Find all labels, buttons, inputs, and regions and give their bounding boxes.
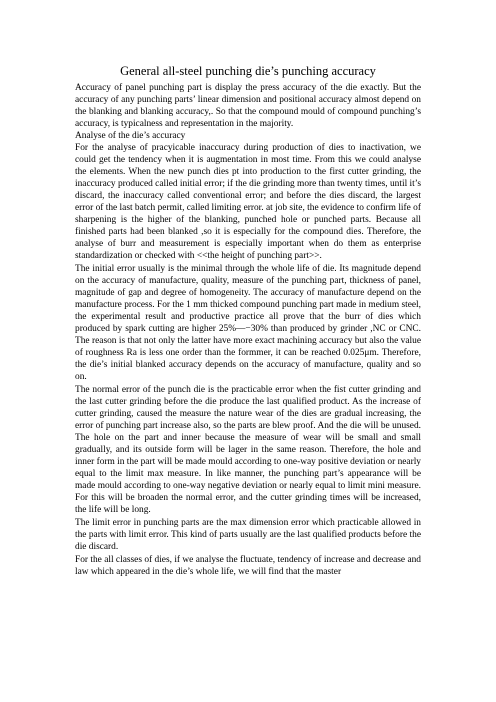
paragraph-normal-error: The normal error of the punch die is the practicable error when the fist cutter grinding and the last cutter grinding before the die produce the last qualified product. As the increase of cutter grinding, caused the measure the nature wear of the dies are gradual increasing, the error of punching part increase also, so the parts are blew proof. And the die will be unused. The hole on the part and inner because the measure of wear will be small and small gradually, and its outside form will be lager in the same reason. Therefore, the hole and inner form in the part will be made mould according to one-way positive deviation or nearly equal to the limit max measure. In like manner, the punching part’s appearance will be made mould according to one-way negative deviation or nearly equal to limit mini measure. For this will be broaden the normal error, and the cutter grinding times will be increased, the life will be long. bbox=[75, 385, 421, 515]
paragraph-initial-error: The initial error usually is the minimal through the whole life of die. Its magnitude depend on the accuracy of manufacture, quality, measure of the punching part, thickness of panel, magnitude of gap and degree of homogeneity. The accuracy of manufacture depend on the manufacture process. For the 1 mm thicked compound punching part made in medium steel, the experimental result and productive practice all prove that the burr of dies which produced by spark cutting are higher 25%—−30% than produced by grinder ,NC or CNC. The reason is that not only the latter have more exact machining accuracy but also the value of roughness Ra is less one order than the formmer, it can be reached 0.025μm. Therefore, the die’s initial blanked accuracy depends on the accuracy of manufacture, quality and so on. bbox=[75, 264, 422, 382]
document-title: General all-steel punching die’s punching accuracy bbox=[120, 64, 376, 78]
paragraph-limit-error: The limit error in punching parts are the max dimension error which practicable allowed in the parts with limit error. This kind of parts usually are the last qualified products before the die discard. bbox=[75, 518, 421, 552]
paragraph-die-classes: For the all classes of dies, if we analyse the fluctuate, tendency of increase and decrease and law which appeared in the die’s whole life, we will find that the master bbox=[75, 555, 421, 577]
paragraph-intro: Accuracy of panel punching part is display the press accuracy of the die exactly. But the accuracy of any punching parts’ linear dimension and positional accuracy almost depend on the blanking and blanking accuracy,. So that the compound mould of compound punching’s accuracy, is typicalness and representation in the majority. bbox=[75, 83, 421, 129]
document-body bbox=[75, 82, 421, 578]
section-heading: Analyse of the die’s accuracy bbox=[75, 131, 186, 141]
paragraph-analysis: For the analyse of pracyicable inaccuracy during production of dies to inactivation, we could get the tendency when it is augmentation in most time. From this we could analyse the elements. When the new punch dies pt into production to the first cutter grinding, the inaccuracy produced called initial error; if the die grinding more than twenty times, until it’s discard, the inaccuracy called conventional error; and before the dies discard, the largest error of the last batch permit, called limiting error. at job site, the evidence to confirm life of sharpening is the higher of the blanking, punched hole or punched parts. Because all finished parts had been blanked ,so it is especially for the compound dies. Therefore, the analyse of burr and measurement is especially important when do them as enterprise standardization or checked with <<the height of punching part>>. bbox=[75, 143, 421, 261]
